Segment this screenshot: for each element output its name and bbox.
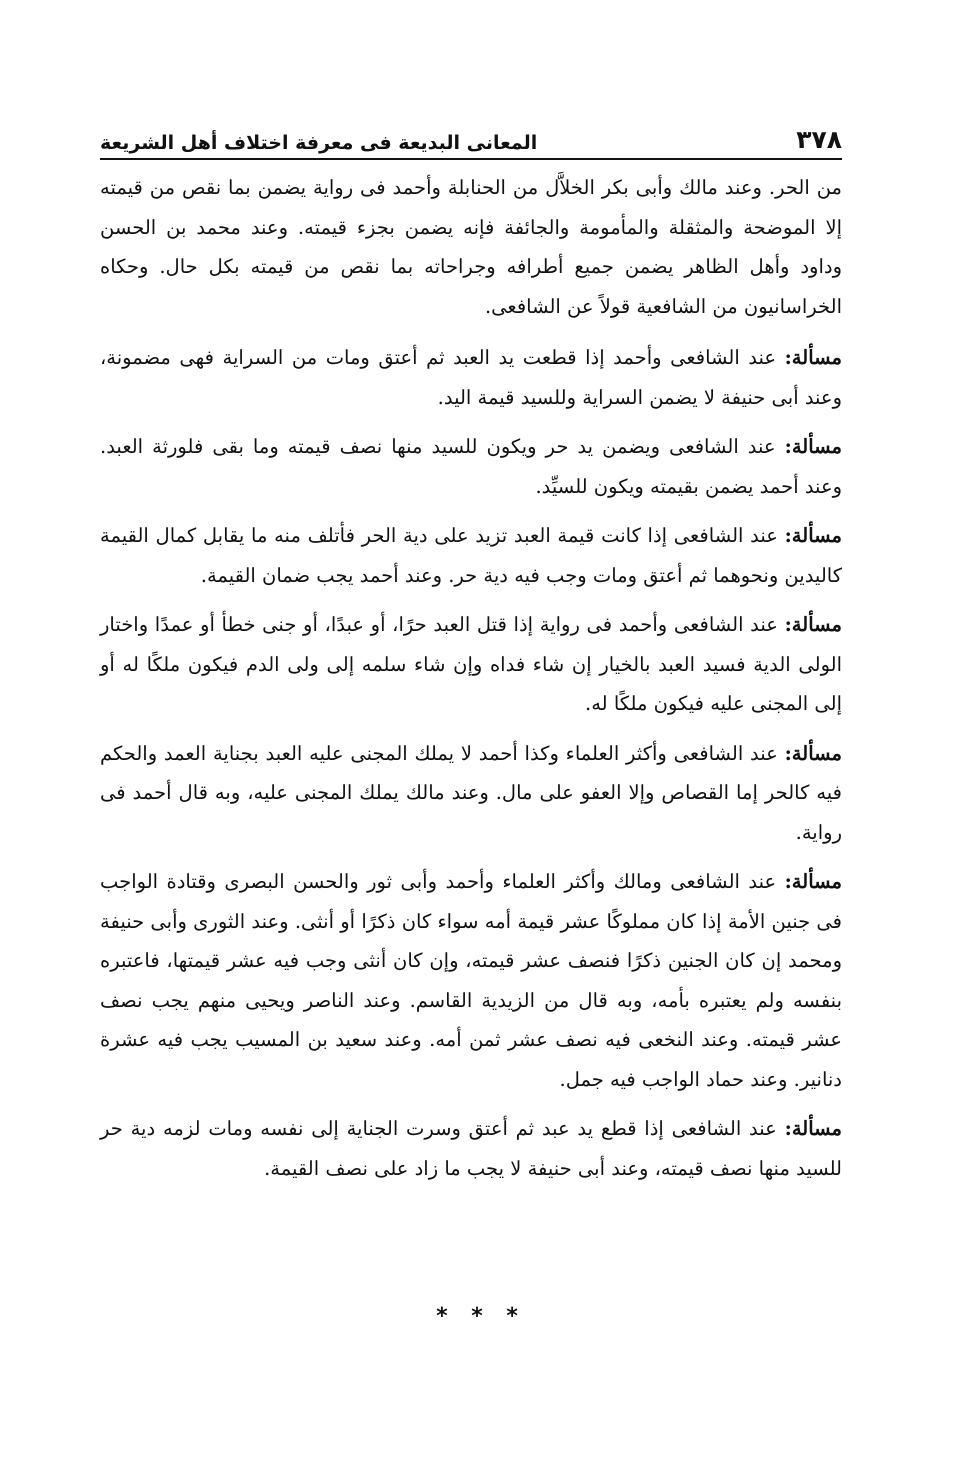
issue-paragraph-7 (100, 1109, 842, 1188)
issue-label: مسألة: (784, 870, 842, 893)
issue-text: عند الشافعى إذا كانت قيمة العبد تزيد على دية الحر فأتلف منه ما يقابل كمال القيمة كاليدين ونحوهما ثم أعتق ومات وجب فيه دية حر. وعند أحمد يجب ضمان القيمة. (100, 524, 842, 587)
page-header (100, 118, 842, 154)
issue-text: عند الشافعى إذا قطع يد عبد ثم أعتق وسرت الجناية إلى نفسه ومات لزمه دية حر للسيد منها نصف قيمته، وعند أبى حنيفة لا يجب ما زاد على نصف القيمة. (100, 1117, 842, 1180)
issue-paragraph-6 (100, 862, 842, 1099)
issue-text: عند الشافعى وأحمد إذا قطعت يد العبد ثم أعتق ومات من السراية فهى مضمونة، وعند أبى حنيفة لا يضمن السراية وللسيد قيمة اليد. (100, 346, 842, 409)
issue-label: مسألة: (784, 1117, 843, 1140)
issue-label: مسألة: (784, 435, 843, 458)
issue-text: عند الشافعى وأكثر العلماء وكذا أحمد لا يملك المجنى عليه العبد بجناية العمد والحكم فيه كالحر إما القصاص وإلا العفو على مال. وعند مالك يملك المجنى عليه، وبه قال أحمد فى رواية. (100, 741, 842, 844)
issue-text: عند الشافعى ومالك وأكثر العلماء وأحمد وأبى ثور والحسن البصرى وقتادة الواجب فى جنين الأمة إذا كان مملوكًا عشر قيمة أمه سواء كان ذكرًا أو أنثى. وعند الثورى وأبى حنيفة ومحمد إن كان الجنين ذكرًا فنصف عشر قيمته، وإن كان أنثى وجب فيه عشر قيمتها، فاعتبره بنفسه ولم يعتبره بأمه، وبه قال من الزيدية القاسم. وعند الناصر ويحيى منهم يجب نصف عشر قيمته. وعند النخعى فيه نصف عشر ثمن أمه. وعند سعيد بن المسيب يجب فيه عشرة دنانير. وعند حماد الواجب فيه جمل. (100, 870, 842, 1091)
issue-text: عند الشافعى ويضمن يد حر ويكون للسيد منها نصف قيمته وما بقى فلورثة العبد. وعند أحمد يضمن بقيمته ويكون للسيِّد. (100, 435, 842, 498)
header-rule (100, 158, 842, 160)
issue-paragraph-3 (100, 516, 842, 595)
issue-paragraph-4 (100, 605, 842, 724)
issue-label: مسألة: (784, 613, 842, 636)
issue-paragraph-2 (100, 427, 842, 506)
issue-label: مسألة: (784, 741, 842, 765)
page-body (100, 168, 842, 1198)
issue-label: مسألة: (784, 346, 842, 369)
running-title: المعانى البديعة فى معرفة اختلاف أهل الشريعة (100, 132, 538, 154)
issue-text: عند الشافعى وأحمد فى رواية إذا قتل العبد حرًا، أو عبدًا، أو جنى خطأ أو عمدًا واختار الولى الدية فسيد العبد بالخيار إن شاء فداه وإن شاء سلمه إلى ولى الدم فيكون ملكًا له أو إلى المجنى عليه فيكون ملكًا له. (100, 613, 842, 715)
issue-paragraph-1 (100, 338, 842, 417)
section-end-mark: * * * (436, 1304, 526, 1329)
issue-paragraph-5 (100, 734, 842, 853)
intro-paragraph: من الحر. وعند مالك وأبى بكر الخلاَّل من الحنابلة وأحمد فى رواية يضمن بما نقص من قيمته إلا الموضحة والمثقلة والمأمومة والجائفة فإنه يضمن بجزء قيمته. وعند محمد بن الحسن وداود وأهل الظاهر يضمن جميع أطرافه وجراحاته بما نقص من قيمته بكل حال. وحكاه الخراسانيون من الشافعية قولاً عن الشافعى. (100, 176, 842, 318)
issue-label: مسألة: (784, 524, 842, 547)
page-number: ٣٧٨ (796, 125, 842, 154)
